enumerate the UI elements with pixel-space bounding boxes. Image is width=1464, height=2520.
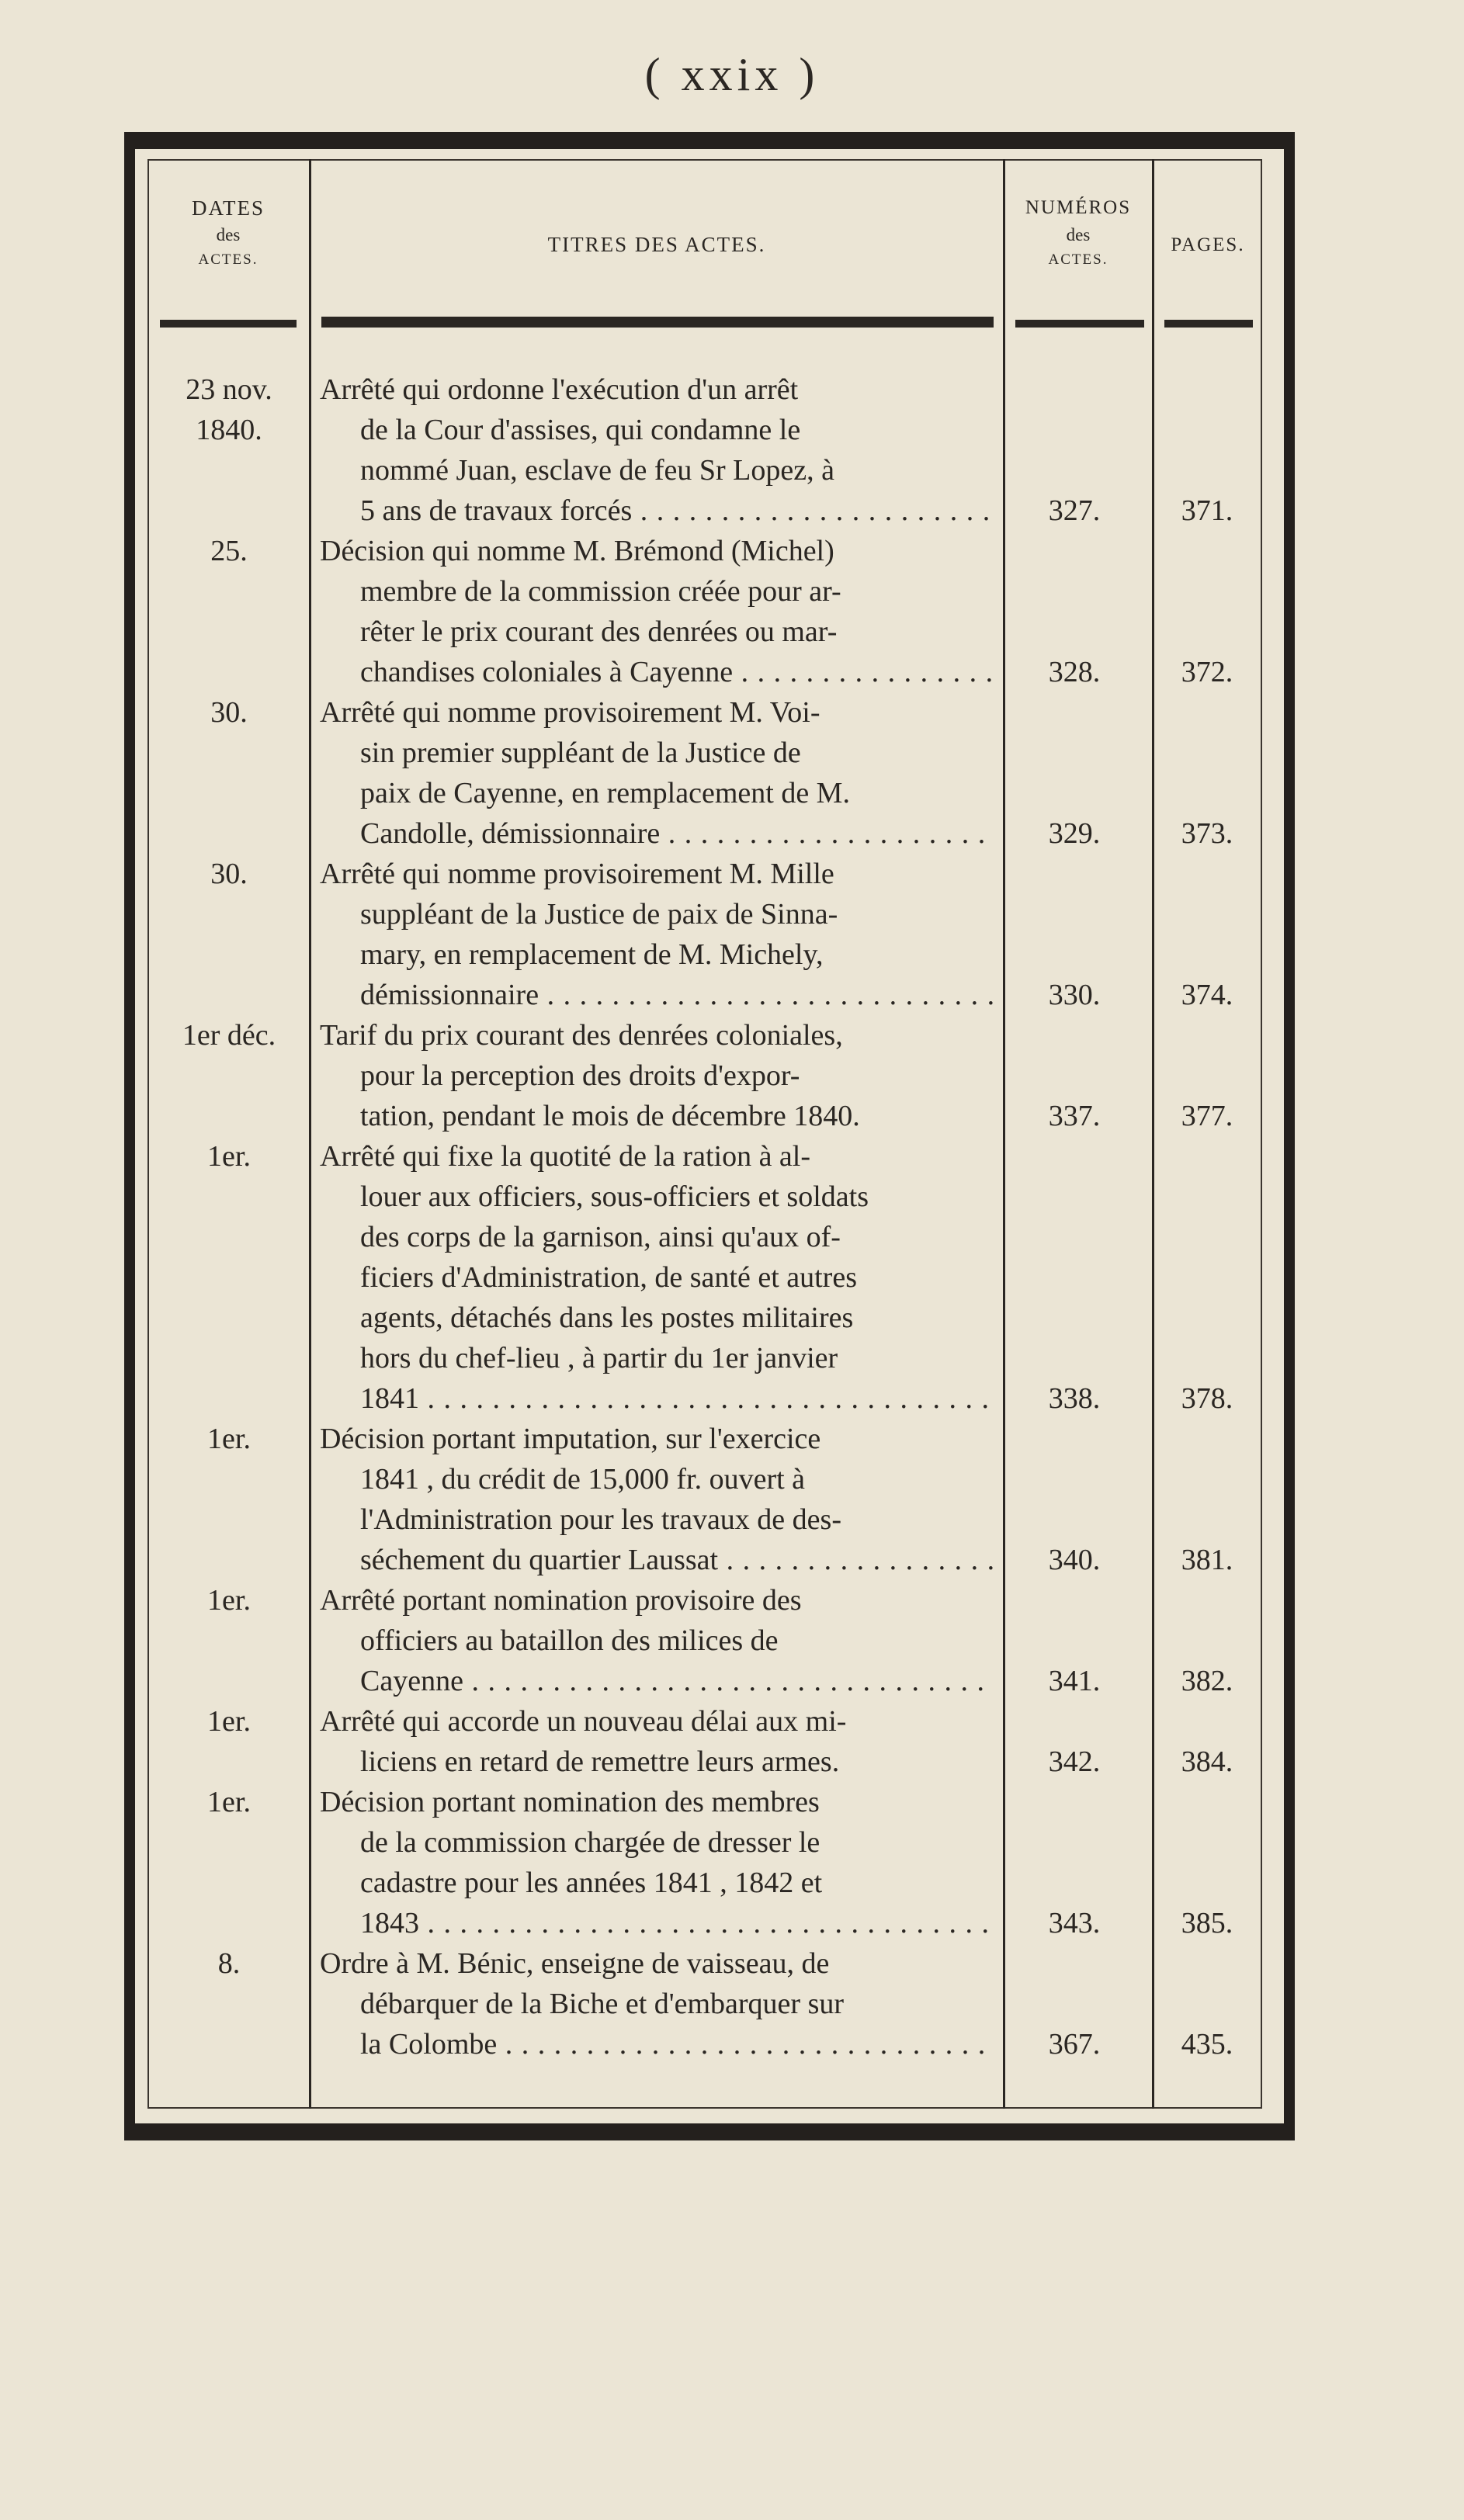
row-title-text: tation, pendant le mois de décembre 1840. [360,1100,860,1132]
row-title-line [320,1378,995,1419]
row-numero: 340. [1048,1544,1101,1576]
leader-dots [419,1907,995,1939]
row-date-line: 1er. [207,1584,251,1617]
row-date-line: 30. [210,696,248,729]
row-title-line [320,813,995,854]
row-title-text: suppléant de la Justice de paix de Sinna- [360,898,838,931]
table-row [147,692,1262,854]
row-title-line [320,1055,995,1096]
header-dates-top: DATES [191,196,265,220]
row-title-text: membre de la commission créée pour ar- [360,575,841,608]
row-title-line [320,934,995,975]
header-pages [1154,231,1262,259]
row-title-text: ficiers d'Administration, de santé et autres [360,1261,857,1294]
header-numeros-top: NUMÉROS [1025,197,1132,218]
row-title [320,1943,995,2064]
row-title-text: paix de Cayenne, en remplacement de M. [360,777,850,809]
row-title-text: Candolle, démissionnaire [360,817,661,850]
header-pages-label: PAGES. [1171,234,1245,255]
row-title-line [320,531,995,571]
header-numeros-bottom: ACTES. [1048,251,1108,268]
row-title-text: des corps de la garnison, ainsi qu'aux of- [360,1221,841,1253]
row-title-line [320,1782,995,1822]
table-row [147,1015,1262,1136]
row-title-text: pour la perception des droits d'expor- [360,1059,800,1092]
page-number: ( xxix ) [644,49,820,100]
row-date [147,369,310,450]
row-page: 385. [1181,1907,1233,1939]
row-page: 435. [1181,2028,1233,2061]
row-title [320,1701,995,1782]
row-title-text: 5 ans de travaux forcés [360,494,633,527]
table-row [147,1782,1262,1943]
row-title [320,1419,995,1580]
table-row [147,1701,1262,1782]
row-title-text: Arrêté qui accorde un nouveau délai aux mi- [320,1705,847,1738]
row-title-text: 1841 [360,1382,419,1415]
row-title-line [320,733,995,773]
table-row [147,369,1262,531]
row-title-line [320,1943,995,1984]
row-title-text: Arrêté qui fixe la quotité de la ration à al- [320,1140,811,1173]
row-title [320,1580,995,1701]
row-title-text: Arrêté qui nomme provisoirement M. Voi- [320,696,820,729]
row-title-text: la Colombe [360,2028,498,2061]
header-dates [147,194,309,272]
table-row [147,854,1262,1015]
row-title [320,1782,995,1943]
row-date [147,1580,310,1620]
row-title-text: chandises coloniales à Cayenne [360,656,734,688]
row-title-text: Décision portant nomination des membres [320,1786,820,1818]
row-date [147,1943,310,1984]
row-title-text: Arrêté qui nomme provisoirement M. Mille [320,858,834,890]
table-row [147,1136,1262,1419]
header-rule-numeros [1015,320,1144,328]
row-title-text: agents, détachés dans les postes militaires [360,1302,854,1334]
row-title [320,1136,995,1419]
row-page: 377. [1181,1100,1233,1132]
row-title [320,692,995,854]
table-row [147,1580,1262,1701]
row-title-line [320,490,995,531]
row-title-line [320,1742,995,1782]
row-numero: 343. [1048,1907,1101,1939]
row-numero: 367. [1048,2028,1101,2061]
row-numero: 337. [1048,1100,1101,1132]
row-title-text: nommé Juan, esclave de feu Sr Lopez, à [360,454,834,487]
row-title-text: de la Cour d'assises, qui condamne le [360,414,801,446]
row-title-line [320,1257,995,1298]
row-title-line [320,894,995,934]
row-date-line: 1er déc. [182,1019,276,1052]
row-title-line [320,410,995,450]
row-title-text: 1843 [360,1907,419,1939]
row-title-text: mary, en remplacement de M. Michely, [360,938,824,971]
row-date-line: 25. [210,535,248,567]
row-title-text: officiers au bataillon des milices de [360,1624,779,1657]
row-title-line [320,1419,995,1459]
row-title-line [320,1863,995,1903]
row-page: 382. [1181,1665,1233,1697]
row-title-text: Tarif du prix courant des denrées coloniales, [320,1019,843,1052]
row-page: 374. [1181,979,1233,1011]
row-date [147,1015,310,1055]
row-title-line [320,1620,995,1661]
header-rule-pages [1164,320,1253,328]
row-title-text: Arrêté qui ordonne l'exécution d'un arrêt [320,373,799,406]
header-numeros-mid: des [1066,225,1091,244]
row-title-line [320,369,995,410]
row-title-text: 1841 , du crédit de 15,000 fr. ouvert à [360,1463,806,1496]
row-title-line [320,692,995,733]
row-numero: 338. [1048,1382,1101,1415]
header-titles [310,231,1003,258]
row-title-text: démissionnaire [360,979,539,1011]
row-title-text: louer aux officiers, sous-officiers et soldats [360,1180,869,1213]
row-title-text: débarquer de la Biche et d'embarquer sur [360,1988,845,2020]
row-page: 381. [1181,1544,1233,1576]
leader-dots [497,2028,995,2061]
row-title [320,1015,995,1136]
row-date-line: 1er. [207,1423,251,1455]
header-dates-bottom: ACTES. [198,251,258,268]
header-rule-dates [160,320,297,328]
row-date [147,1419,310,1459]
header-titles-label: TITRES DES ACTES. [547,233,766,256]
row-title-line [320,1701,995,1742]
row-title-text: liciens en retard de remettre leurs armes. [360,1745,840,1778]
row-title-line [320,1136,995,1177]
row-numero: 330. [1048,979,1101,1011]
row-title-line [320,450,995,490]
row-date-line: 1er. [207,1140,251,1173]
row-title-text: rêter le prix courant des denrées ou mar- [360,615,838,648]
row-title-line [320,975,995,1015]
row-title [320,854,995,1015]
row-date-line: 30. [210,858,248,890]
row-title-text: hors du chef-lieu , à partir du 1er janvier [360,1342,838,1374]
row-title-line [320,1903,995,1943]
row-numero: 329. [1048,817,1101,850]
row-page: 372. [1181,656,1233,688]
row-date [147,854,310,894]
row-title-line [320,1984,995,2024]
leader-dots [660,817,995,850]
row-title-line [320,571,995,612]
row-date-line: 8. [217,1947,241,1980]
table-row [147,531,1262,692]
row-date [147,1701,310,1742]
row-title-text: de la commission chargée de dresser le [360,1826,820,1859]
row-page: 373. [1181,817,1233,850]
row-title-line [320,1580,995,1620]
row-title-text: l'Administration pour les travaux de des- [360,1503,841,1536]
row-numero: 342. [1048,1745,1101,1778]
row-title-line [320,2024,995,2064]
row-title-text: Décision qui nomme M. Brémond (Michel) [320,535,834,567]
row-date-line: 1er. [207,1705,251,1738]
row-title [320,369,995,531]
row-title-line [320,1298,995,1338]
row-title-line [320,1015,995,1055]
row-title-text: cadastre pour les années 1841 , 1842 et [360,1867,823,1899]
row-title-text: sin premier suppléant de la Justice de [360,737,801,769]
row-title [320,531,995,692]
row-date-line: 23 nov. [186,373,272,406]
leader-dots [632,494,995,527]
row-title-line [320,1338,995,1378]
row-title-line [320,854,995,894]
row-title-line [320,612,995,652]
row-title-line [320,1540,995,1580]
row-title-line [320,1499,995,1540]
row-numero: 327. [1048,494,1101,527]
row-title-text: Décision portant imputation, sur l'exercice [320,1423,821,1455]
leader-dots [733,656,995,688]
header-dates-mid: des [216,225,241,244]
header-numeros [1004,194,1152,272]
row-page: 384. [1181,1745,1233,1778]
row-title-line [320,1217,995,1257]
leader-dots [419,1382,995,1415]
table-row [147,1419,1262,1580]
leader-dots [463,1665,995,1697]
row-date [147,692,310,733]
header-rule-titles [321,317,994,328]
row-title-line [320,1661,995,1701]
row-title-text: séchement du quartier Laussat [360,1544,719,1576]
row-title-line [320,1096,995,1136]
row-title-text: Arrêté portant nomination provisoire des [320,1584,802,1617]
row-title-line [320,1177,995,1217]
row-title-line [320,1822,995,1863]
row-title-text: Ordre à M. Bénic, enseigne de vaisseau, de [320,1947,830,1980]
row-date [147,531,310,571]
row-numero: 341. [1048,1665,1101,1697]
row-date [147,1136,310,1177]
row-title-line [320,1459,995,1499]
row-page: 371. [1181,494,1233,527]
row-page: 378. [1181,1382,1233,1415]
row-date [147,1782,310,1822]
leader-dots [539,979,995,1011]
leader-dots [718,1544,995,1576]
row-numero: 328. [1048,656,1101,688]
row-title-text: Cayenne [360,1665,463,1697]
table-row [147,1943,1262,2064]
row-date-line: 1840. [196,414,262,446]
row-title-line [320,773,995,813]
row-title-line [320,652,995,692]
row-date-line: 1er. [207,1786,251,1818]
